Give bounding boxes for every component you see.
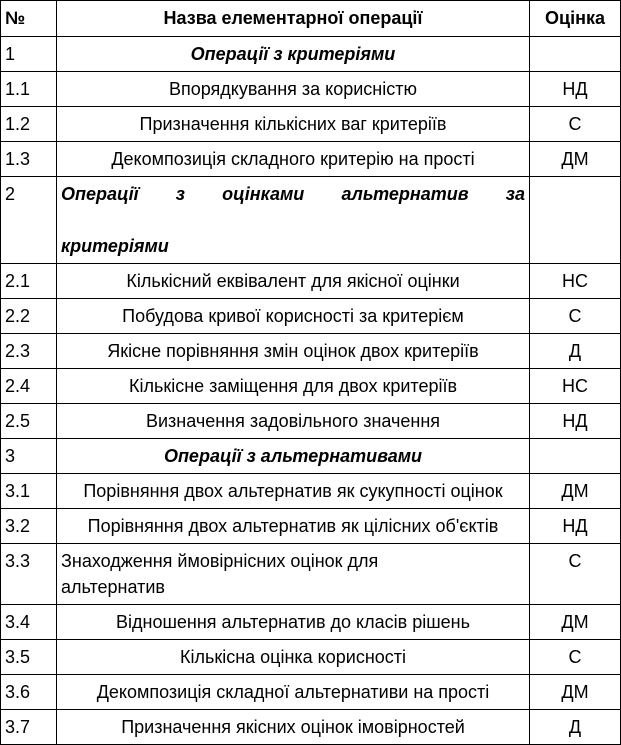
row-score: ДМ <box>530 474 621 509</box>
row-score: НС <box>530 369 621 404</box>
row-name <box>57 544 530 605</box>
table-row <box>1 142 621 177</box>
row-name: Порівняння двох альтернатив як цілісних об'єктів <box>57 509 530 544</box>
table-row-section-2 <box>1 177 621 264</box>
row-num: 3.1 <box>1 474 57 509</box>
row-name: Декомпозиція складної альтернативи на прості <box>57 675 530 710</box>
row-num: 2.1 <box>1 264 57 299</box>
row-name: Побудова кривої корисності за критерієм <box>57 299 530 334</box>
row-num: 2.2 <box>1 299 57 334</box>
row-score <box>530 439 621 474</box>
row-name: Визначення задовільного значення <box>57 404 530 439</box>
row-name-line-1: Знаходження ймовірнісних оцінок для <box>61 551 379 571</box>
row-name: Порівняння двох альтернатив як сукупності оцінок <box>57 474 530 509</box>
row-name: Впорядкування за корисністю <box>57 72 530 107</box>
row-num: 3.3 <box>1 544 57 605</box>
table-row <box>1 334 621 369</box>
row-score: Д <box>530 710 621 745</box>
table-header-row <box>1 1 621 37</box>
row-num: 2.3 <box>1 334 57 369</box>
row-num: 2.4 <box>1 369 57 404</box>
row-num: 1.2 <box>1 107 57 142</box>
row-name: Якісне порівняння змін оцінок двох критеріїв <box>57 334 530 369</box>
table-row <box>1 299 621 334</box>
row-name: Призначення кількісних ваг критеріїв <box>57 107 530 142</box>
row-score <box>530 177 621 264</box>
table-row <box>1 675 621 710</box>
row-num: 3.2 <box>1 509 57 544</box>
row-score: НД <box>530 404 621 439</box>
row-score: ДМ <box>530 142 621 177</box>
table-row <box>1 369 621 404</box>
table-row <box>1 404 621 439</box>
table-row <box>1 605 621 640</box>
row-name: Призначення якісних оцінок імовірностей <box>57 710 530 745</box>
row-name: Кількісне заміщення для двох критеріїв <box>57 369 530 404</box>
row-score: ДМ <box>530 675 621 710</box>
table-row <box>1 107 621 142</box>
row-name: Кількісний еквівалент для якісної оцінки <box>57 264 530 299</box>
row-num: 3 <box>1 439 57 474</box>
row-score: НС <box>530 264 621 299</box>
table-row <box>1 509 621 544</box>
section-title-line-1: Операції з оцінками альтернатив за <box>61 184 525 204</box>
table-row <box>1 474 621 509</box>
section-title <box>57 177 530 264</box>
row-num: 3.7 <box>1 710 57 745</box>
table-row <box>1 72 621 107</box>
row-num: 3.4 <box>1 605 57 640</box>
row-score: С <box>530 107 621 142</box>
table-row <box>1 264 621 299</box>
row-num: 2.5 <box>1 404 57 439</box>
row-score: НД <box>530 72 621 107</box>
section-title: Операції з альтернативами <box>57 439 530 474</box>
header-num: № <box>1 1 57 37</box>
row-num: 3.6 <box>1 675 57 710</box>
section-title: Операції з критеріями <box>57 37 530 72</box>
row-score: Д <box>530 334 621 369</box>
row-num: 1.3 <box>1 142 57 177</box>
table-row-section-3 <box>1 439 621 474</box>
row-num: 1.1 <box>1 72 57 107</box>
row-num: 2 <box>1 177 57 264</box>
table-row-section-1 <box>1 37 621 72</box>
row-name: Відношення альтернатив до класів рішень <box>57 605 530 640</box>
row-score: ДМ <box>530 605 621 640</box>
row-score: С <box>530 544 621 605</box>
row-score: С <box>530 299 621 334</box>
table-row <box>1 544 621 605</box>
row-name: Кількісна оцінка корисності <box>57 640 530 675</box>
section-title-line-2: критеріями <box>61 236 169 256</box>
table-row <box>1 710 621 745</box>
row-num: 3.5 <box>1 640 57 675</box>
row-score: НД <box>530 509 621 544</box>
row-num: 1 <box>1 37 57 72</box>
header-name: Назва елементарної операції <box>57 1 530 37</box>
row-name: Декомпозиція складного критерію на прості <box>57 142 530 177</box>
row-name-line-2: альтернатив <box>61 577 165 597</box>
row-score: С <box>530 640 621 675</box>
row-score <box>530 37 621 72</box>
table-row <box>1 640 621 675</box>
header-score: Оцінка <box>530 1 621 37</box>
